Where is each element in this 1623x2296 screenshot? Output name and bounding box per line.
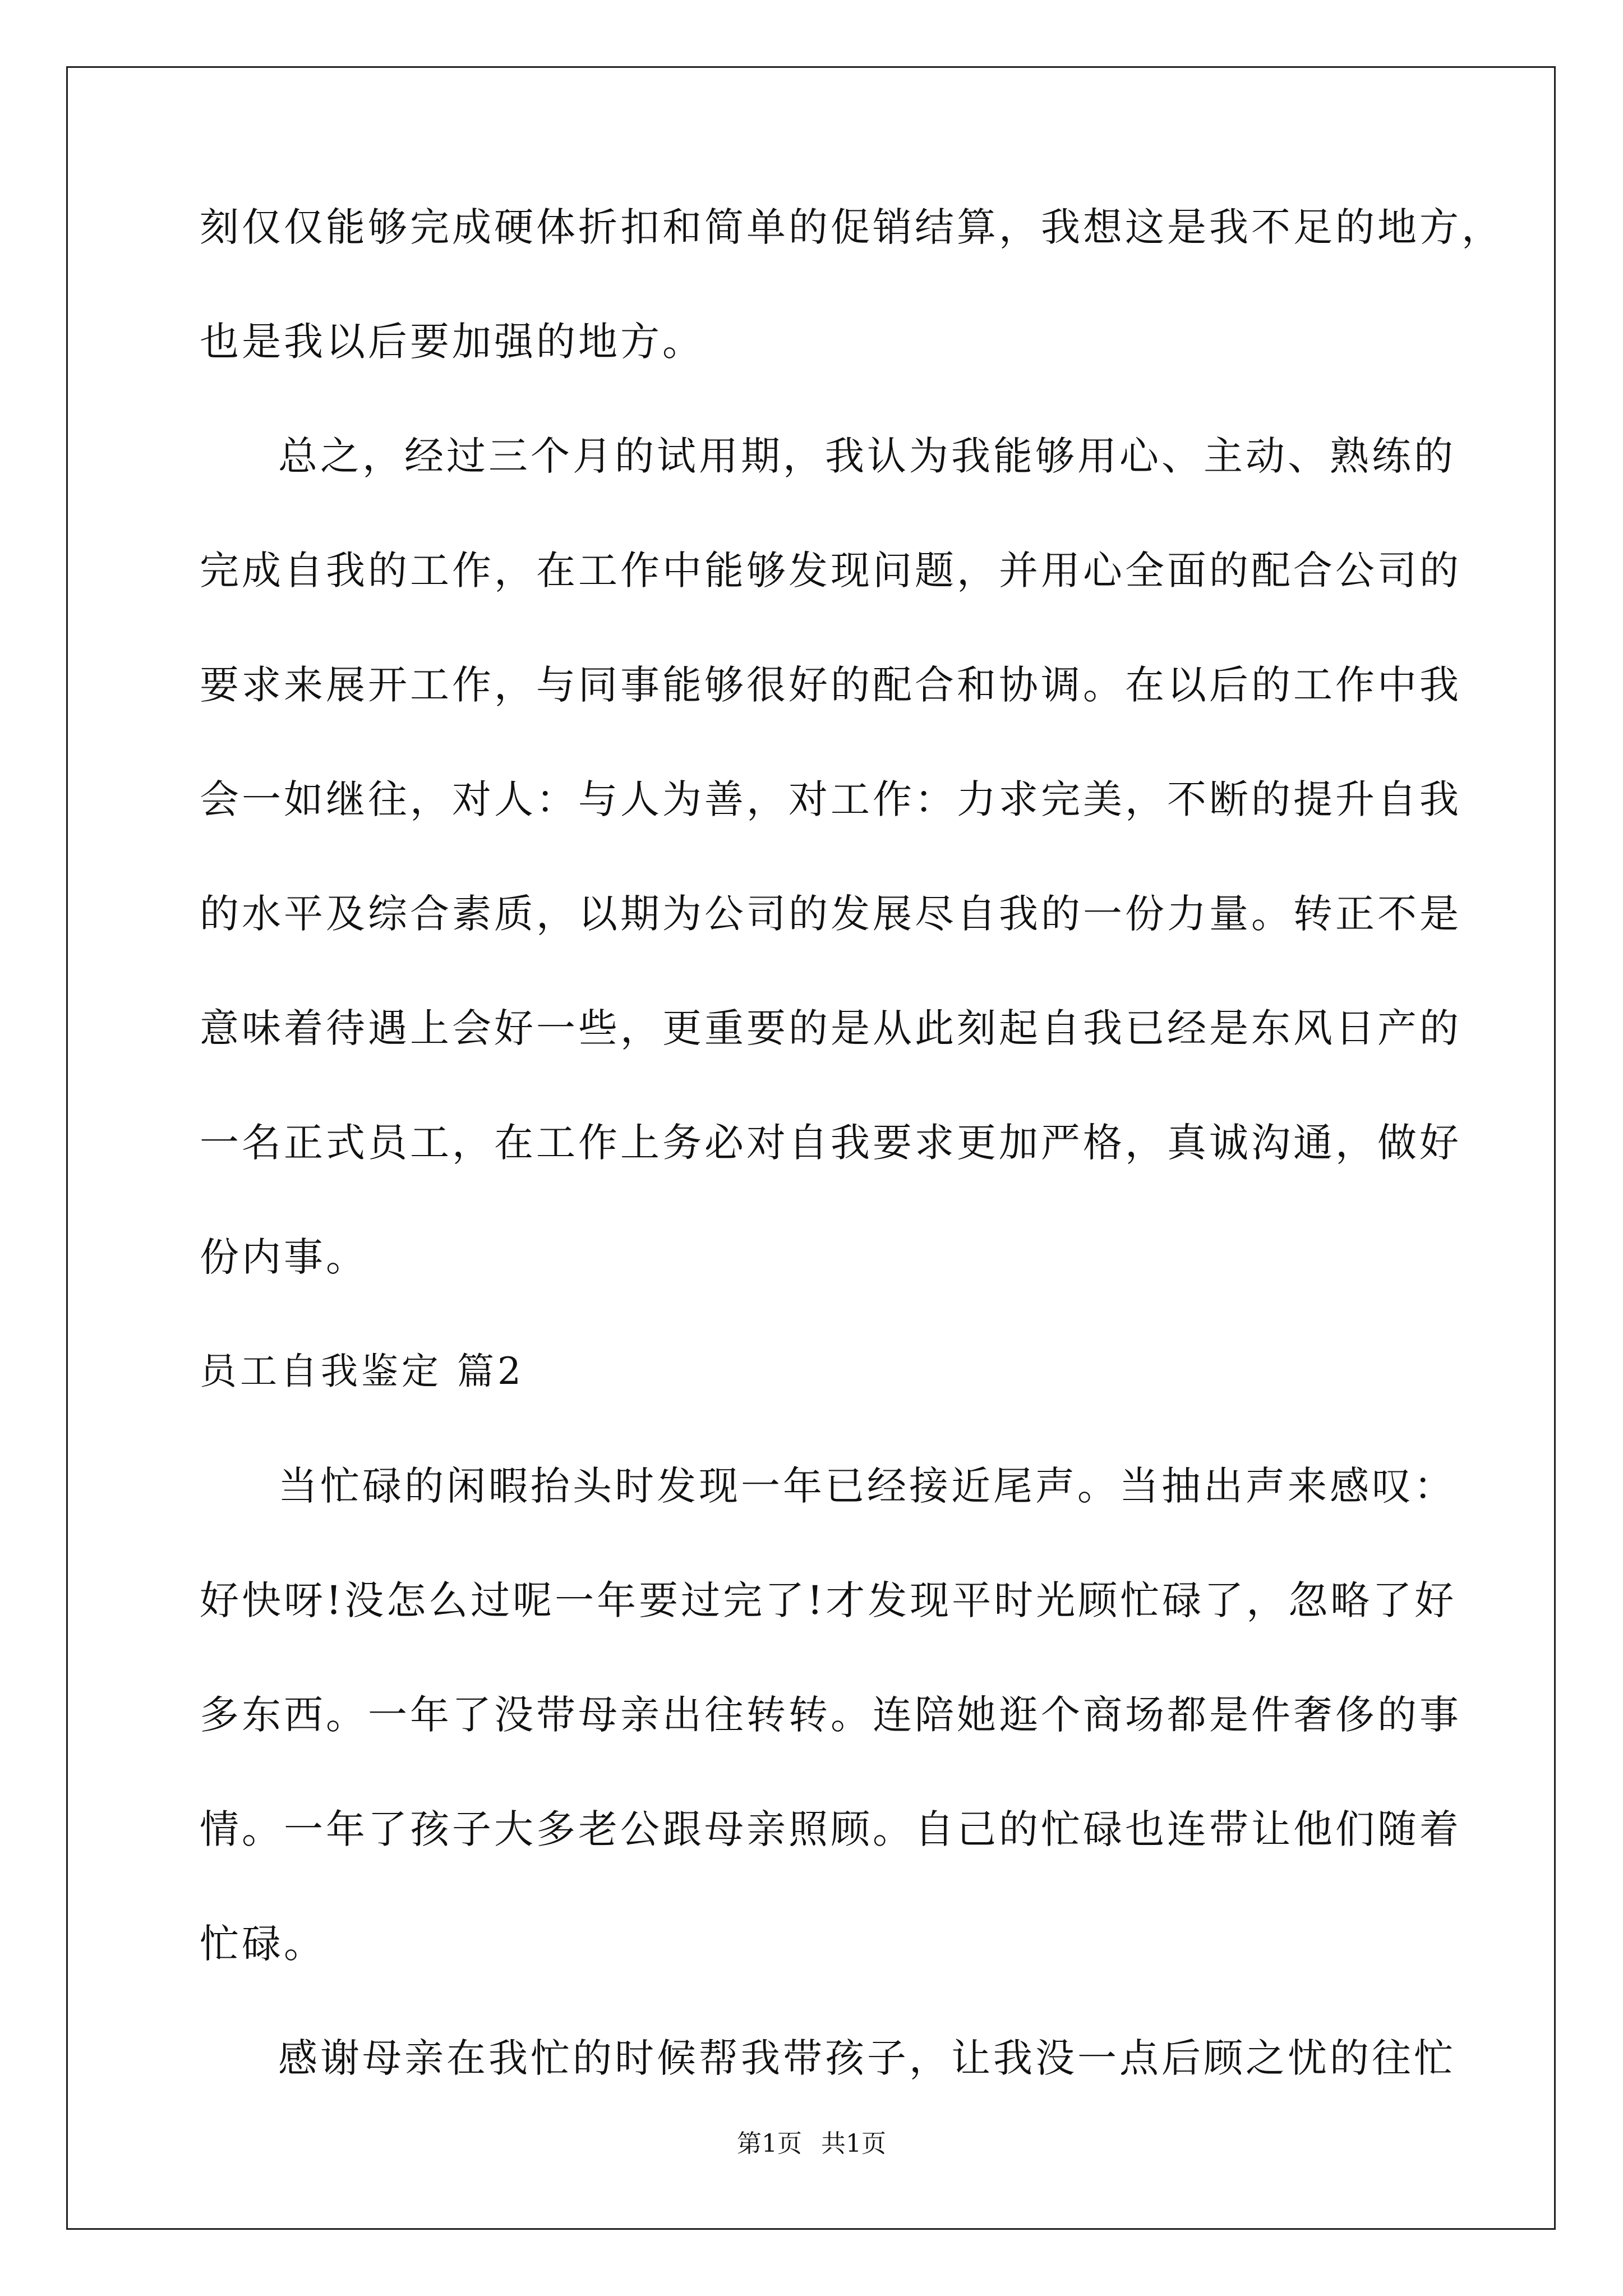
text-line: 一名正式员工，在工作上务必对自我要求更加严格，真诚沟通，做好 [200, 1120, 1461, 1166]
text-line: 的水平及综合素质，以期为公司的发展尽自我的一份力量。转正不是 [200, 891, 1461, 937]
text-line: 好快呀!没怎么过呢一年要过完了!才发现平时光顾忙碌了，忽略了好 [200, 1577, 1457, 1623]
text-line: 也是我以后要加强的地方。 [200, 319, 704, 365]
text-line: 要求来展开工作，与同事能够很好的配合和协调。在以后的工作中我 [200, 662, 1461, 708]
paragraph-start: 当忙碌的闲暇抬头时发现一年已经接近尾声。当抽出声来感叹： [278, 1463, 1456, 1509]
section-heading: 员工自我鉴定 篇2 [200, 1350, 524, 1393]
page-footer [0, 2129, 1623, 2158]
text-line: 意味着待遇上会好一些，更重要的是从此刻起自我已经是东风日产的 [200, 1005, 1461, 1051]
text-line: 忙碌。 [200, 1921, 326, 1967]
text-line: 刻仅仅能够完成硬体折扣和简单的促销结算，我想这是我不足的地方， [200, 204, 1504, 250]
page-number: 第1页 [737, 2129, 802, 2158]
paragraph-start: 总之，经过三个月的试用期，我认为我能够用心、主动、熟练的 [278, 433, 1456, 479]
text-line: 份内事。 [200, 1234, 368, 1280]
text-line: 情。一年了孩子大多老公跟母亲照顾。自己的忙碌也连带让他们随着 [200, 1806, 1461, 1852]
page-total: 共1页 [821, 2129, 886, 2158]
text-line: 会一如继往，对人：与人为善，对工作：力求完美，不断的提升自我 [200, 776, 1461, 822]
text-line: 多东西。一年了没带母亲出往转转。连陪她逛个商场都是件奢侈的事 [200, 1692, 1461, 1738]
text-line: 完成自我的工作，在工作中能够发现问题，并用心全面的配合公司的 [200, 547, 1461, 593]
document-body [200, 204, 1504, 2153]
paragraph-start: 感谢母亲在我忙的时候帮我带孩子，让我没一点后顾之忧的往忙 [278, 2035, 1456, 2081]
